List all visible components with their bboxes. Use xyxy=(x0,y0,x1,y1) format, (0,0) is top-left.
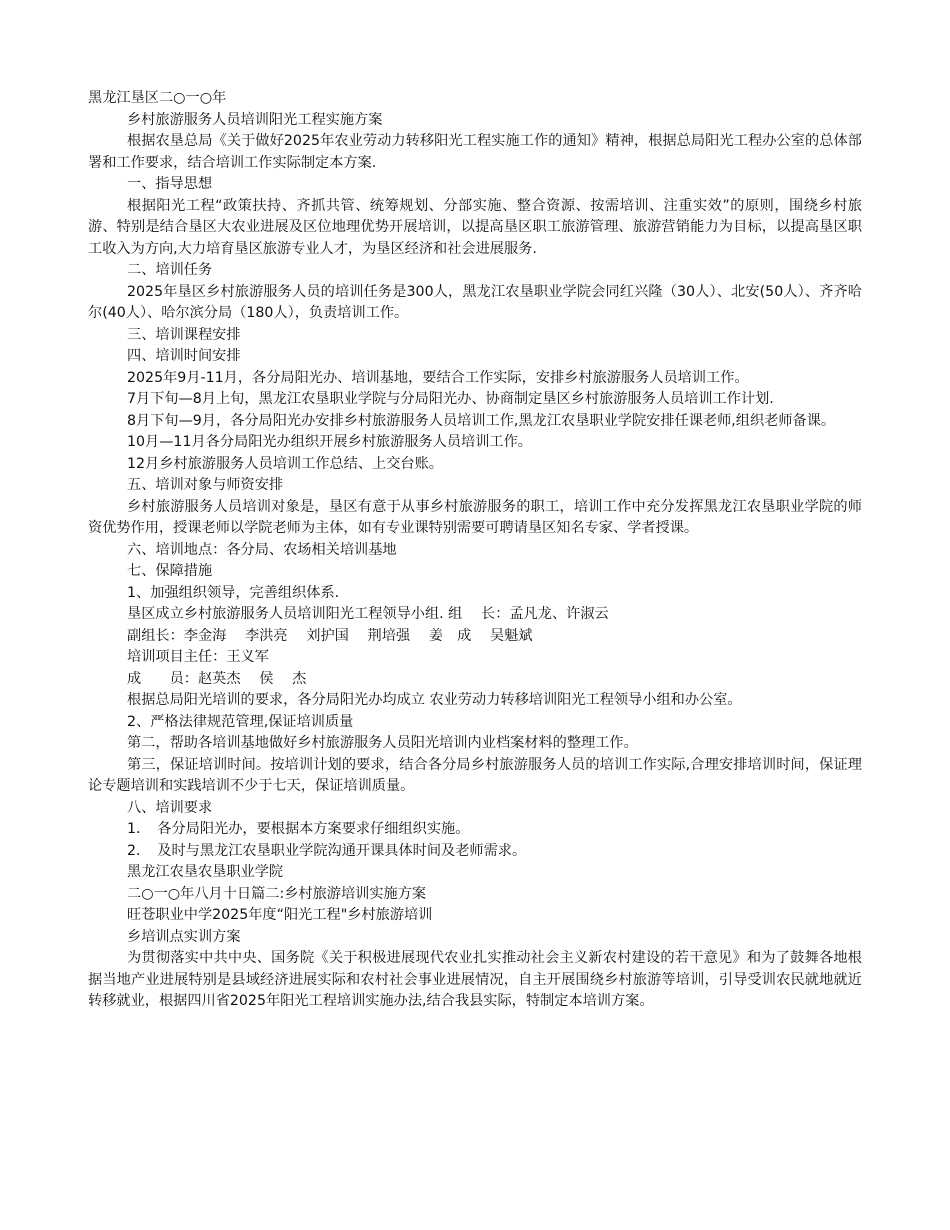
guiding-ideology-paragraph: 根据阳光工程“政策扶持、齐抓共管、统筹规划、分部实施、整合资源、按需培训、注重实效”的原则，围绕乡村旅游、特别是结合垦区大农业进展及区位地理优势开展培训，以提高垦区职工旅游管理、旅游营销能力为目标，以提高垦区职工收入为方向,大力培育垦区旅游专业人才，为垦区经济和社会进展服务. xyxy=(88,197,862,257)
trainees-teachers-paragraph: 乡村旅游服务人员培训对象是，垦区有意于从事乡村旅游服务的职工，培训工作中充分发挥黑龙江农垦职业学院的师资优势作用，授课老师以学院老师为主体，如有专业课特别需要可聘请垦区知名专家、学者授课。 xyxy=(88,498,862,536)
intro-paragraph: 根据农垦总局《关于做好2025年农业劳动力转移阳光工程实施工作的通知》精神，根据总局阳光工程办公室的总体部署和工作要求，结合培训工作实际制定本方案. xyxy=(88,133,862,171)
document-page xyxy=(0,88,950,1013)
second-document-paragraph: 为贯彻落实中共中央、国务院《关于积极进展现代农业扎实推动社会主义新农村建设的若干意见》和为了鼓舞各地根据当地产业进展特别是县域经济进展实际和农村社会事业进展情况，自主开展围绕乡村旅游等培训，引导受训农民就地就近转移就业，根据四川省2025年阳光工程培训实施办法,结合我县实际，特制定本培训方案。 xyxy=(88,950,862,1009)
project-director-line: 培训项目主任：王义军 xyxy=(127,649,269,665)
requirement-item-1: 1． 各分局阳光办，要根据本方案要求仔细组织实施。 xyxy=(127,821,470,837)
section-heading-safeguards: 七、保障措施 xyxy=(127,563,213,579)
schedule-august-paragraph: 8月下旬—9月，各分局阳光办安排乡村旅游服务人员培训工作,黑龙江农垦职业学院安排任课老师,组织老师备课。 xyxy=(127,412,836,429)
schedule-october-paragraph: 10月—11月各分局阳光办组织开展乡村旅游服务人员培训工作。 xyxy=(127,434,532,450)
section-heading-course-arrangement: 三、培训课程安排 xyxy=(127,326,241,343)
requirement-item-2: 2． 及时与黑龙江农垦职业学院沟通开课具体时间及老师需求。 xyxy=(127,842,527,859)
second-measure-paragraph: 第二，帮助各培训基地做好乡村旅游服务人员阳光培训内业档案材料的整理工作。 xyxy=(127,735,638,751)
deputy-leaders-line: 副组长：李金海 李洪亮 刘护国 荆培强 姜 成 吴魁斌 xyxy=(127,627,533,644)
document-title: 乡村旅游服务人员培训阳光工程实施方案 xyxy=(127,111,383,128)
members-line: 成 员：赵英杰 侯 杰 xyxy=(127,670,307,687)
document-header: 黑龙江垦区二○一○年 xyxy=(88,90,227,106)
training-task-paragraph: 2025年垦区乡村旅游服务人员的培训任务是300人，黑龙江农垦职业学院会同红兴隆（30人）、北安(50人）、齐齐哈尔(40人）、哈尔滨分局（180人），负责培训工作。 xyxy=(88,283,862,321)
section-heading-guiding-ideology: 一、指导思想 xyxy=(127,176,213,192)
safeguard-item-2: 2、严格法律规范管理,保证培训质量 xyxy=(127,713,354,730)
second-document-subtitle: 乡培训点实训方案 xyxy=(127,928,241,945)
second-document-title: 旺苍职业中学2025年度“阳光工程"乡村旅游培训 xyxy=(127,907,433,923)
section-heading-location: 六、培训地点：各分局、农场相关培训基地 xyxy=(127,541,397,558)
branch-office-paragraph: 根据总局阳光培训的要求，各分局阳光办均成立 农业劳动力转移培训阳光工程领导小组和办公室。 xyxy=(127,692,742,708)
signature-date-line: 二○一○年八月十日篇二:乡村旅游培训实施方案 xyxy=(127,885,427,902)
section-heading-trainees-teachers: 五、培训对象与师资安排 xyxy=(127,477,284,493)
time-arrangement-paragraph: 2025年9月-11月，各分局阳光办、培训基地，要结合工作实际，安排乡村旅游服务人员培训工作。 xyxy=(127,369,749,386)
section-heading-requirements: 八、培训要求 xyxy=(127,799,213,816)
leadership-group-line: 垦区成立乡村旅游服务人员培训阳光工程领导小组. 组 长：孟凡龙、许淑云 xyxy=(127,606,609,622)
section-heading-training-task: 二、培训任务 xyxy=(127,262,213,278)
schedule-december-paragraph: 12月乡村旅游服务人员培训工作总结、上交台账。 xyxy=(127,455,443,472)
schedule-july-paragraph: 7月下旬—8月上旬，黑龙江农垦职业学院与分局阳光办、协商制定垦区乡村旅游服务人员培训工作计划. xyxy=(127,391,774,407)
third-measure-paragraph: 第三，保证培训时间。按培训计划的要求，结合各分局乡村旅游服务人员的培训工作实际,合理安排培训时间，保证理论专题培训和实践培训不少于七天，保证培训质量。 xyxy=(88,756,862,794)
safeguard-item-1: 1、加强组织领导，完善组织体系. xyxy=(127,584,340,601)
signature-institution: 黑龙江农垦农垦职业学院 xyxy=(127,864,284,880)
section-heading-time-arrangement: 四、培训时间安排 xyxy=(127,348,241,364)
